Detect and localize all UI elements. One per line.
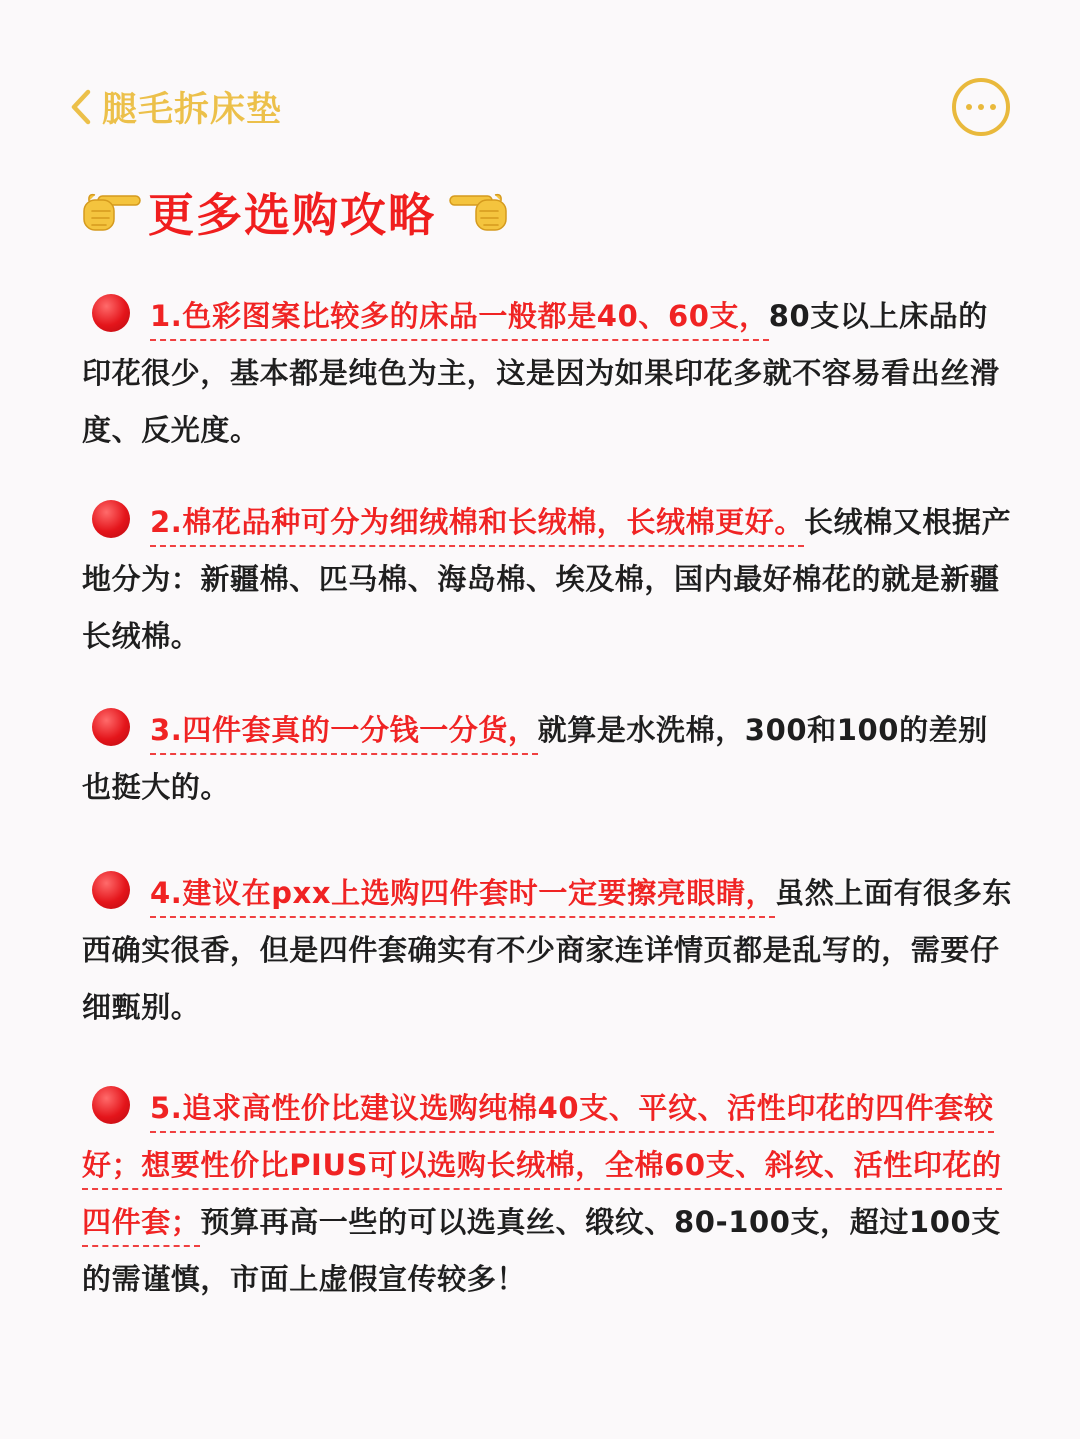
tip-paragraph bbox=[82, 865, 1012, 1036]
tip-paragraph bbox=[82, 1080, 1012, 1308]
chevron-left-icon bbox=[66, 84, 96, 130]
red-circle-icon bbox=[92, 1086, 130, 1124]
tip-highlight: 4.建议在pxx上选购四件套时一定要擦亮眼睛， bbox=[150, 876, 775, 918]
tip-highlight: 2.棉花品种可分为细绒棉和长绒棉，长绒棉更好。 bbox=[150, 505, 804, 547]
red-circle-icon bbox=[92, 500, 130, 538]
tip-text: 80支以上床品的印花很少，基本都是纯色为主，这是因为如果印花多就不容易看出丝滑度、反光度。 bbox=[82, 299, 1000, 447]
ellipsis-dot bbox=[978, 104, 984, 110]
more-options-button[interactable] bbox=[952, 78, 1010, 136]
tip-paragraph bbox=[82, 288, 1012, 459]
red-circle-icon bbox=[92, 871, 130, 909]
tip-text: 就算是水洗棉，300和100的差别也挺大的。 bbox=[82, 713, 988, 804]
tip-paragraph bbox=[82, 494, 1012, 665]
red-circle-icon bbox=[92, 708, 130, 746]
red-circle-icon bbox=[92, 294, 130, 332]
tip-paragraph bbox=[82, 702, 1012, 816]
back-button[interactable] bbox=[66, 82, 282, 132]
pointing-left-hand-icon bbox=[448, 187, 510, 237]
section-heading-text: 更多选购攻略 bbox=[148, 188, 436, 242]
tip-text: 长绒棉又根据产地分为：新疆棉、匹马棉、海岛棉、埃及棉，国内最好棉花的就是新疆长绒棉。 bbox=[82, 505, 1012, 653]
page-title: 腿毛拆床垫 bbox=[102, 90, 283, 130]
pointing-right-hand-icon bbox=[80, 187, 142, 237]
ellipsis-dot bbox=[966, 104, 972, 110]
tip-highlight: 1.色彩图案比较多的床品一般都是40、60支， bbox=[150, 299, 769, 341]
ellipsis-dot bbox=[990, 104, 996, 110]
section-heading bbox=[80, 180, 510, 244]
tip-highlight: 3.四件套真的一分钱一分货， bbox=[150, 713, 538, 755]
tip-text: 预算再高一些的可以选真丝、缎纹、80-100支，超过100支的需谨慎，市面上虚假宣传较多！ bbox=[82, 1205, 1001, 1296]
tip-text: 虽然上面有很多东西确实很香，但是四件套确实有不少商家连详情页都是乱写的，需要仔细甄别。 bbox=[82, 876, 1012, 1024]
tip-highlight: 5.追求高性价比建议选购纯棉40支、平纹、活性印花的四件套较好；想要性价比PIUS可以选购长绒棉，全棉60支、斜纹、活性印花的四件套； bbox=[82, 1091, 1002, 1247]
